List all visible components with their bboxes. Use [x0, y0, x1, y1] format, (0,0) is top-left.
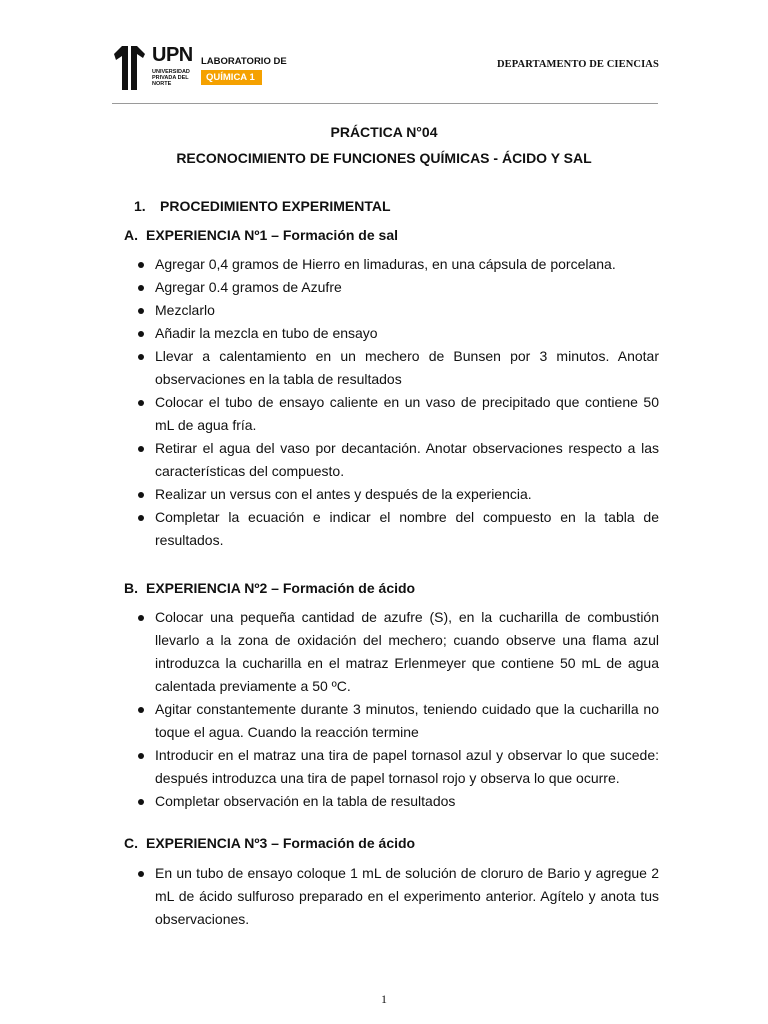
experience-a-steps: [135, 253, 659, 552]
experience-title: EXPERIENCIA Nº3 – Formación de ácido: [146, 835, 416, 851]
logo-upn-text: UPN: [152, 44, 193, 66]
list-item: Mezclarlo: [135, 299, 659, 322]
list-item: Agregar 0.4 gramos de Azufre: [135, 276, 659, 299]
experience-letter: B.: [124, 580, 138, 596]
list-item: Añadir la mezcla en tubo de ensayo: [135, 322, 659, 345]
list-item: Completar observación en la tabla de resultados: [135, 790, 659, 813]
upn-logo: [112, 44, 287, 94]
logo-quimica-badge: QUÍMICA 1: [201, 70, 262, 85]
logo-subtitle: UNIVERSIDAD PRIVADA DEL NORTE: [152, 69, 190, 87]
section-number: 1.: [134, 198, 146, 214]
page-header: [0, 0, 768, 106]
list-item: En un tubo de ensayo coloque 1 mL de solución de cloruro de Bario y agregue 2 mL de ácido sulfuroso preparado en el experimento anterior. Agítelo y anota tus observaciones.: [135, 862, 659, 931]
section-heading: [134, 198, 391, 214]
list-item: Agregar 0,4 gramos de Hierro en limaduras, en una cápsula de porcelana.: [135, 253, 659, 276]
department-label: DEPARTAMENTO DE CIENCIAS: [497, 59, 659, 70]
list-item: Colocar una pequeña cantidad de azufre (S), en la cucharilla de combustión llevarlo a la zona de oxidación del mechero; cuando observe una flama azul introduzca la cucharilla en el matraz Erlenmeyer que contiene 50 mL de agua calentada previamente a 50 ºC.: [135, 606, 659, 698]
experience-title: EXPERIENCIA Nº1 – Formación de sal: [146, 227, 398, 243]
section-label: PROCEDIMIENTO EXPERIMENTAL: [160, 198, 391, 214]
experience-a-heading: [124, 227, 398, 243]
logo-lab-text: LABORATORIO DE: [201, 56, 287, 67]
experience-letter: C.: [124, 835, 138, 851]
experience-letter: A.: [124, 227, 138, 243]
experience-b-steps: [135, 606, 659, 813]
list-item: Llevar a calentamiento en un mechero de Bunsen por 3 minutos. Anotar observaciones en la tabla de resultados: [135, 345, 659, 391]
list-item: Completar la ecuación e indicar el nombre del compuesto en la tabla de resultados.: [135, 506, 659, 552]
experience-title: EXPERIENCIA Nº2 – Formación de ácido: [146, 580, 416, 596]
upn-logo-mark: [112, 44, 148, 92]
header-divider: [112, 103, 658, 104]
list-item: Realizar un versus con el antes y después de la experiencia.: [135, 483, 659, 506]
practice-subtitle: RECONOCIMIENTO DE FUNCIONES QUÍMICAS - ÁCIDO Y SAL: [176, 150, 592, 166]
list-item: Colocar el tubo de ensayo caliente en un vaso de precipitado que contiene 50 mL de agua fría.: [135, 391, 659, 437]
practice-title: PRÁCTICA N°04: [330, 124, 438, 140]
experience-b-heading: [124, 580, 415, 596]
list-item: Agitar constantemente durante 3 minutos, teniendo cuidado que la cucharilla no toque el agua. Cuando la reacción termine: [135, 698, 659, 744]
experience-c-heading: [124, 835, 415, 851]
list-item: Retirar el agua del vaso por decantación. Anotar observaciones respecto a las características del compuesto.: [135, 437, 659, 483]
page-number: 1: [381, 992, 387, 1006]
list-item: Introducir en el matraz una tira de papel tornasol azul y observar lo que sucede: después introduzca una tira de papel tornasol rojo y observa lo que ocurre.: [135, 744, 659, 790]
experience-c-steps: [135, 862, 659, 931]
